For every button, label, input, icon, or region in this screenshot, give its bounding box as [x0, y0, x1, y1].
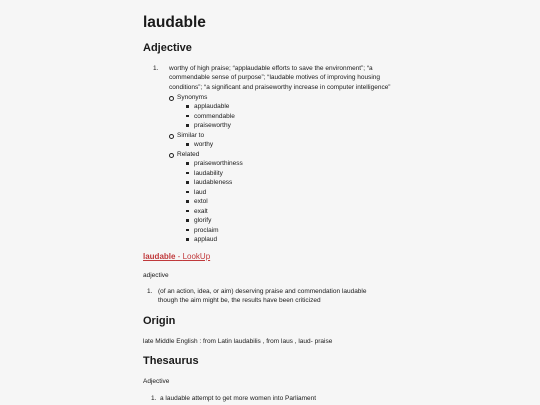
related-item[interactable]: laud [194, 188, 207, 196]
part-of-speech: adjective [143, 272, 169, 279]
definition-line: worthy of high praise; “applaudable efforts to save the environment”; “a [169, 65, 373, 72]
lookup-separator: - [175, 252, 183, 261]
definition-line: commendable sense of purpose”; “laudable motives of improving housing [169, 74, 381, 82]
definition-line: conditions”; “a significant and praiseworthy increase in computer intelligence” [169, 83, 391, 91]
definition-text [158, 287, 406, 306]
definition-number: 1. [147, 288, 153, 295]
related-item[interactable]: proclaim [194, 226, 219, 234]
thesaurus-example: a laudable attempt to get more women into Parliament [160, 395, 317, 402]
related-item[interactable]: laudableness [194, 179, 233, 186]
synonym-item[interactable]: commendable [194, 112, 235, 120]
similar-item[interactable]: worthy [194, 141, 214, 148]
related-item[interactable]: applaud [194, 236, 218, 243]
definition-line: (of an action, idea, or aim) deserving praise and commendation laudable [158, 288, 367, 295]
related-item[interactable]: laudability [194, 169, 223, 177]
lookup-word-link[interactable]: laudable [143, 252, 176, 261]
definition-number: 1. [153, 65, 159, 72]
origin-heading: Origin [143, 315, 176, 327]
lookup-link[interactable]: LookUp [182, 252, 211, 261]
thesaurus-pos: Adjective [143, 378, 170, 385]
related-item[interactable]: exalt [194, 207, 208, 215]
definition-text [169, 64, 417, 92]
adjective-heading: Adjective [143, 42, 192, 54]
related-item[interactable]: praiseworthiness [194, 160, 243, 167]
synonyms-label: Synonyms [177, 94, 208, 101]
lookup-line [143, 252, 210, 261]
thesaurus-heading: Thesaurus [143, 355, 199, 367]
thesaurus-number: 1. [151, 395, 157, 402]
synonym-item[interactable]: applaudable [194, 103, 230, 110]
definition-line: though the aim might be, the results have been criticized [158, 297, 321, 305]
related-label: Related [177, 150, 200, 158]
similar-label: Similar to [177, 131, 205, 139]
related-item[interactable]: extol [194, 198, 208, 205]
origin-text: late Middle English : from Latin laudabilis , from laus , laud- praise [143, 338, 333, 345]
related-item[interactable]: glorify [194, 217, 212, 224]
synonym-item[interactable]: praiseworthy [194, 122, 231, 129]
word-title: laudable [143, 14, 206, 31]
